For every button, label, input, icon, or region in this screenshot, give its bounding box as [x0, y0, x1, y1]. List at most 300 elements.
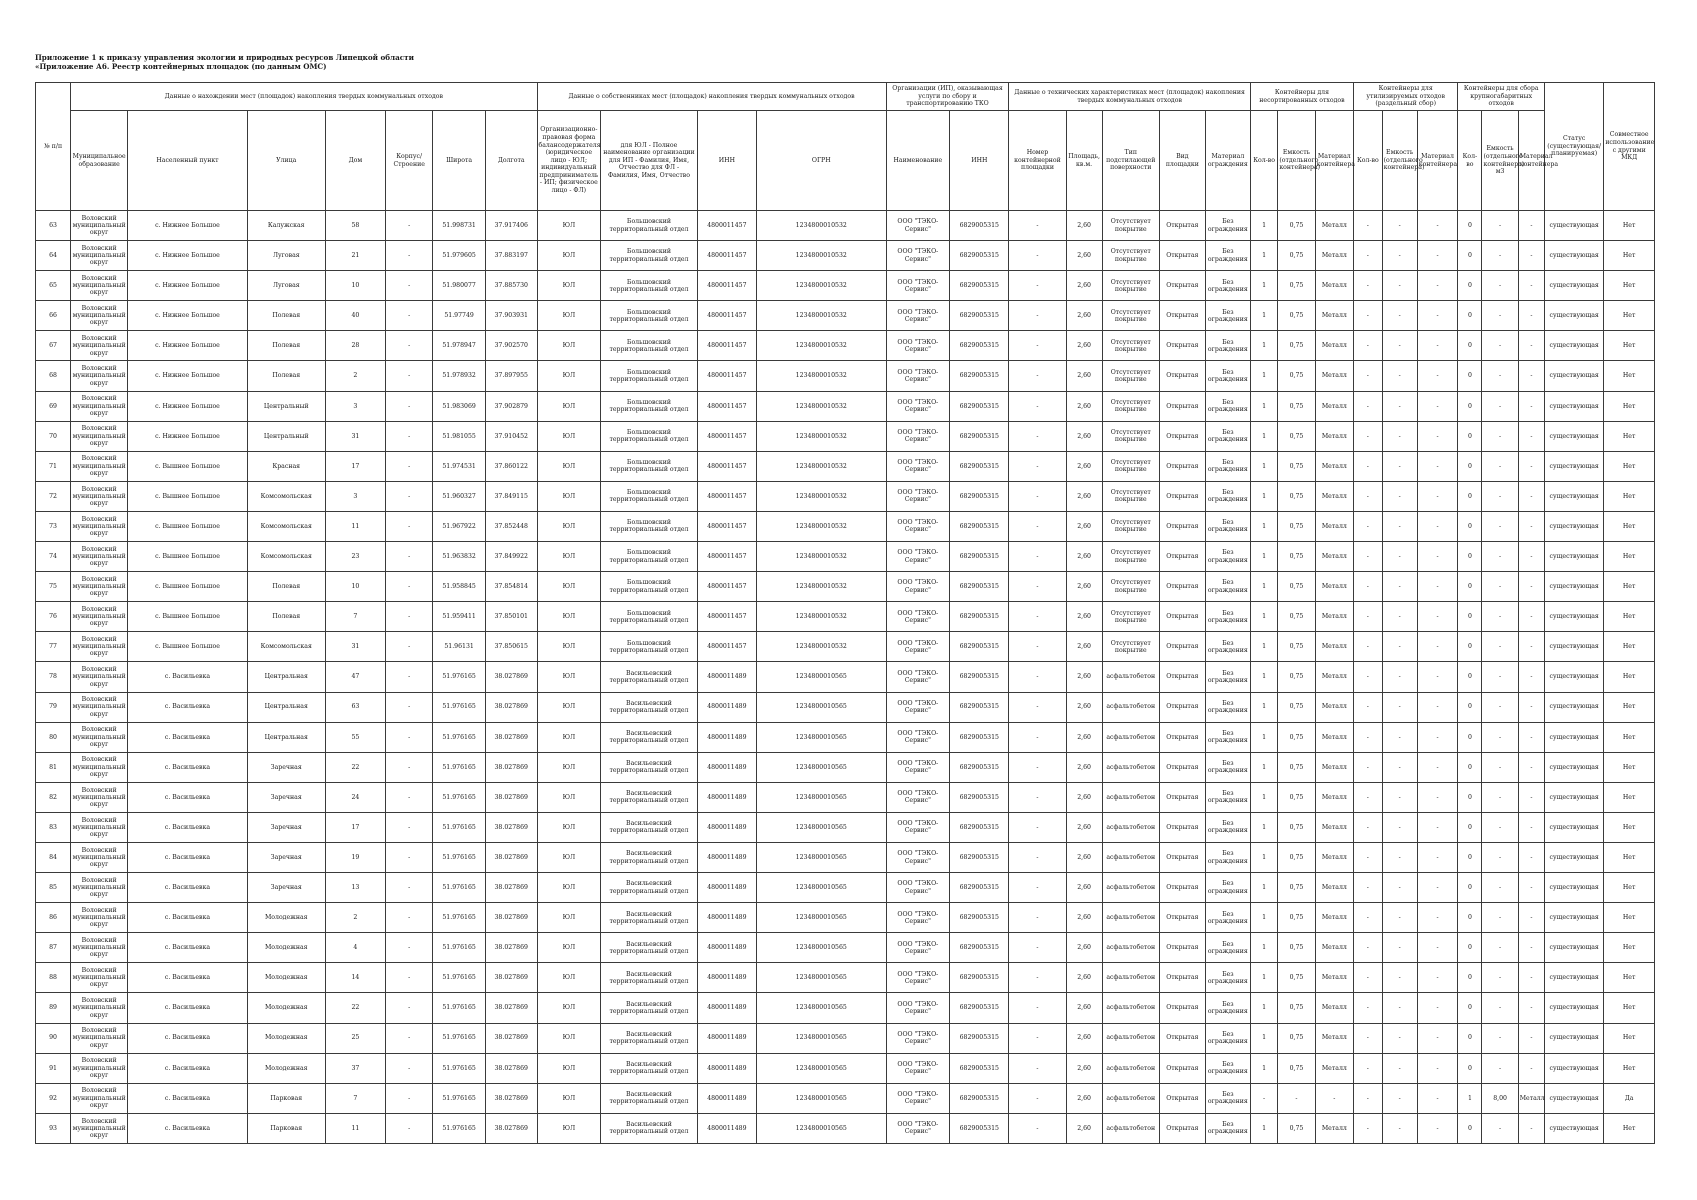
table-cell: - [386, 1083, 433, 1113]
table-cell: - [386, 662, 433, 692]
table-cell: - [1354, 421, 1383, 451]
table-cell: Отсутствует покрытие [1102, 361, 1159, 391]
table-row [36, 331, 1655, 361]
table-cell: существующая [1545, 211, 1604, 241]
table-cell: 51.976165 [433, 1113, 486, 1143]
table-cell: асфальтобетон [1102, 842, 1159, 872]
table-cell: Воловский муниципальный округ [71, 752, 128, 782]
table-cell: - [1382, 963, 1417, 993]
table-cell: Нет [1604, 572, 1655, 602]
table-cell: 1 [1250, 572, 1277, 602]
table-cell: 51.974531 [433, 451, 486, 481]
table-cell: ЮЛ [537, 361, 601, 391]
table-cell: Нет [1604, 391, 1655, 421]
table-cell: - [1009, 933, 1066, 963]
table-cell: асфальтобетон [1102, 993, 1159, 1023]
table-row [36, 451, 1655, 481]
table-cell: 1234800010532 [757, 481, 887, 511]
table-cell: Большовский территориальный отдел [601, 451, 698, 481]
table-cell: 2,60 [1066, 511, 1102, 541]
table-cell: 0 [1458, 963, 1482, 993]
table-cell: Нет [1604, 963, 1655, 993]
table-cell: Открытая [1159, 481, 1205, 511]
table-cell: - [1518, 782, 1544, 812]
table-cell: с. Васильевка [128, 692, 248, 722]
table-cell: 51.978932 [433, 361, 486, 391]
table-cell: - [386, 1053, 433, 1083]
table-cell: 0 [1458, 722, 1482, 752]
table-cell: 51.976165 [433, 1083, 486, 1113]
table-cell: Васильевский территориальный отдел [601, 842, 698, 872]
table-cell: 83 [36, 812, 71, 842]
table-cell: 1 [1250, 1023, 1277, 1053]
table-cell: 1234800010532 [757, 241, 887, 271]
table-cell: Васильевский территориальный отдел [601, 903, 698, 933]
table-cell: 0 [1458, 993, 1482, 1023]
table-cell: 6829005315 [950, 301, 1009, 331]
table-cell: 2,60 [1066, 211, 1102, 241]
table-cell: 1 [1250, 963, 1277, 993]
table-cell: Металл [1315, 1023, 1353, 1053]
table-cell: ООО "ТЭКО-Сервис" [886, 903, 950, 933]
table-cell: 0,75 [1278, 752, 1315, 782]
table-cell: Молодежная [247, 1053, 325, 1083]
table-cell: 1234800010565 [757, 782, 887, 812]
table-cell: 1234800010532 [757, 361, 887, 391]
table-cell: 4800011489 [697, 692, 756, 722]
table-cell: ЮЛ [537, 511, 601, 541]
table-cell: 2,60 [1066, 782, 1102, 812]
table-cell: 4800011457 [697, 241, 756, 271]
table-cell: ЮЛ [537, 331, 601, 361]
table-cell: 1 [1250, 301, 1277, 331]
table-cell: 4800011457 [697, 361, 756, 391]
table-cell: Металл [1315, 241, 1353, 271]
table-cell: ЮЛ [537, 211, 601, 241]
table-cell: Нет [1604, 812, 1655, 842]
table-cell: Без ограждения [1205, 692, 1250, 722]
table-cell: с. Вышнее Большое [128, 511, 248, 541]
table-cell: - [1009, 481, 1066, 511]
table-cell: - [1354, 1113, 1383, 1143]
table-cell: - [1417, 993, 1458, 1023]
table-cell: 0,75 [1278, 722, 1315, 752]
table-cell: Без ограждения [1205, 873, 1250, 903]
table-cell: 6829005315 [950, 1083, 1009, 1113]
table-cell: 75 [36, 572, 71, 602]
table-cell: Воловский муниципальный округ [71, 451, 128, 481]
table-cell: Открытая [1159, 632, 1205, 662]
table-cell: с. Вышнее Большое [128, 481, 248, 511]
table-cell: - [1382, 391, 1417, 421]
table-cell: 1234800010565 [757, 903, 887, 933]
table-cell: 6829005315 [950, 602, 1009, 632]
table-cell: Открытая [1159, 752, 1205, 782]
table-cell: 6829005315 [950, 782, 1009, 812]
table-cell: ООО "ТЭКО-Сервис" [886, 481, 950, 511]
header-col: Емкость (отдельного контейнера) [1382, 111, 1417, 211]
table-cell: 1 [1250, 722, 1277, 752]
table-cell: Металл [1315, 873, 1353, 903]
table-cell: - [1009, 1053, 1066, 1083]
table-cell: - [1009, 963, 1066, 993]
table-cell: 1 [1250, 812, 1277, 842]
table-cell: Воловский муниципальный округ [71, 211, 128, 241]
table-cell: 0,75 [1278, 812, 1315, 842]
table-cell: ЮЛ [537, 662, 601, 692]
table-cell: - [1009, 692, 1066, 722]
table-cell: - [1518, 301, 1544, 331]
table-cell: 67 [36, 331, 71, 361]
table-cell: 88 [36, 963, 71, 993]
header-col: Материал контейнера [1417, 111, 1458, 211]
table-cell: 51.976165 [433, 842, 486, 872]
table-cell: 51.976165 [433, 873, 486, 903]
table-cell: Отсутствует покрытие [1102, 211, 1159, 241]
table-cell: Без ограждения [1205, 662, 1250, 692]
table-cell: 2,60 [1066, 993, 1102, 1023]
table-cell: - [1278, 1083, 1315, 1113]
table-cell: ООО "ТЭКО-Сервис" [886, 1023, 950, 1053]
table-cell: - [1354, 481, 1383, 511]
header-col: Населенный пункт [128, 111, 248, 211]
table-cell: - [1482, 632, 1518, 662]
table-cell: - [1382, 361, 1417, 391]
table-cell: 1 [1250, 451, 1277, 481]
table-cell: Открытая [1159, 421, 1205, 451]
table-cell: Заречная [247, 782, 325, 812]
table-cell: Воловский муниципальный округ [71, 632, 128, 662]
table-row [36, 361, 1655, 391]
table-cell: 68 [36, 361, 71, 391]
header-group-bulky: Контейнеры для сбора крупногабаритных отходов [1458, 83, 1545, 111]
table-cell: с. Вышнее Большое [128, 451, 248, 481]
table-cell: Нет [1604, 211, 1655, 241]
table-cell: 10 [325, 271, 385, 301]
table-cell: 69 [36, 391, 71, 421]
table-cell: 2 [325, 903, 385, 933]
table-cell: Без ограждения [1205, 572, 1250, 602]
table-cell: существующая [1545, 752, 1604, 782]
table-cell: 58 [325, 211, 385, 241]
table-cell: 0 [1458, 1053, 1482, 1083]
header-num: № п/п [36, 83, 71, 211]
table-cell: существующая [1545, 993, 1604, 1023]
table-cell: Металл [1315, 421, 1353, 451]
table-cell: с. Васильевка [128, 782, 248, 812]
table-cell: 92 [36, 1083, 71, 1113]
table-cell: 0 [1458, 542, 1482, 572]
table-cell: 6829005315 [950, 963, 1009, 993]
table-cell: с. Нижнее Большое [128, 301, 248, 331]
table-cell: ЮЛ [537, 782, 601, 812]
table-cell: Без ограждения [1205, 903, 1250, 933]
table-cell: Нет [1604, 1113, 1655, 1143]
table-cell: с. Вышнее Большое [128, 542, 248, 572]
table-cell: - [386, 933, 433, 963]
table-cell: 0 [1458, 361, 1482, 391]
table-cell: 4800011489 [697, 782, 756, 812]
table-cell: 2,60 [1066, 301, 1102, 331]
table-cell: 51.976165 [433, 722, 486, 752]
table-cell: существующая [1545, 391, 1604, 421]
table-cell: - [1417, 632, 1458, 662]
table-row [36, 692, 1655, 722]
table-cell: ООО "ТЭКО-Сервис" [886, 752, 950, 782]
table-cell: - [1417, 1113, 1458, 1143]
table-row [36, 602, 1655, 632]
table-cell: Металл [1315, 481, 1353, 511]
table-cell: 6829005315 [950, 572, 1009, 602]
table-cell: асфальтобетон [1102, 722, 1159, 752]
table-cell: - [1417, 812, 1458, 842]
table-cell: - [1482, 963, 1518, 993]
table-cell: существующая [1545, 873, 1604, 903]
table-cell: - [1354, 211, 1383, 241]
table-cell: 4800011489 [697, 1113, 756, 1143]
table-cell: 38.027869 [485, 722, 537, 752]
table-cell: ЮЛ [537, 1023, 601, 1053]
header-group-operator: Организации (ИП), оказывающая услуги по сбору и транспортированию ТКО [886, 83, 1009, 111]
table-cell: Отсутствует покрытие [1102, 511, 1159, 541]
table-cell: 93 [36, 1113, 71, 1143]
table-cell: - [1009, 421, 1066, 451]
table-cell: Без ограждения [1205, 211, 1250, 241]
table-cell: 38.027869 [485, 963, 537, 993]
table-cell: 2,60 [1066, 1053, 1102, 1083]
table-cell: Нет [1604, 692, 1655, 722]
table-cell: 4800011457 [697, 602, 756, 632]
table-cell: 38.027869 [485, 903, 537, 933]
table-cell: 1 [1250, 782, 1277, 812]
table-cell: - [386, 993, 433, 1023]
table-cell: 7 [325, 602, 385, 632]
table-cell: - [1482, 722, 1518, 752]
table-cell: 0 [1458, 331, 1482, 361]
table-cell: - [386, 331, 433, 361]
table-cell: 0,75 [1278, 1053, 1315, 1083]
table-cell: - [1417, 722, 1458, 752]
table-cell: 1 [1250, 211, 1277, 241]
table-cell: 64 [36, 241, 71, 271]
table-cell: ООО "ТЭКО-Сервис" [886, 632, 950, 662]
table-cell: 1234800010532 [757, 572, 887, 602]
table-cell: Молодежная [247, 1023, 325, 1053]
table-row [36, 812, 1655, 842]
table-cell: 2,60 [1066, 842, 1102, 872]
table-row [36, 211, 1655, 241]
header-status: Статус (существующая/ планируемая) [1545, 83, 1604, 211]
table-cell: 0,75 [1278, 933, 1315, 963]
table-cell: 6829005315 [950, 993, 1009, 1023]
table-header [36, 83, 1655, 211]
table-cell: ООО "ТЭКО-Сервис" [886, 331, 950, 361]
table-cell: с. Васильевка [128, 1053, 248, 1083]
table-cell: Без ограждения [1205, 933, 1250, 963]
table-cell: Металл [1315, 511, 1353, 541]
table-cell: - [1354, 662, 1383, 692]
table-cell: 6829005315 [950, 842, 1009, 872]
table-cell: с. Васильевка [128, 903, 248, 933]
table-cell: 51.958845 [433, 572, 486, 602]
table-cell: 51.963832 [433, 542, 486, 572]
header-col: Материал ограждения [1205, 111, 1250, 211]
table-cell: 81 [36, 752, 71, 782]
table-cell: - [1009, 301, 1066, 331]
table-row [36, 722, 1655, 752]
table-cell: ЮЛ [537, 1113, 601, 1143]
table-cell: 1234800010532 [757, 211, 887, 241]
table-cell: Центральная [247, 662, 325, 692]
table-cell: 37.902570 [485, 331, 537, 361]
table-cell: Отсутствует покрытие [1102, 602, 1159, 632]
table-cell: - [1518, 752, 1544, 782]
table-cell: Полевая [247, 572, 325, 602]
table-cell: 1 [1250, 421, 1277, 451]
table-cell: - [386, 963, 433, 993]
table-cell: - [1482, 842, 1518, 872]
table-cell: - [386, 301, 433, 331]
table-cell: Открытая [1159, 933, 1205, 963]
table-cell: - [1417, 782, 1458, 812]
table-cell: - [1009, 993, 1066, 1023]
table-cell: - [1354, 933, 1383, 963]
table-cell: Открытая [1159, 271, 1205, 301]
table-cell: 51.979605 [433, 241, 486, 271]
table-cell: 71 [36, 451, 71, 481]
table-cell: Нет [1604, 873, 1655, 903]
table-cell: ООО "ТЭКО-Сервис" [886, 1053, 950, 1083]
table-cell: существующая [1545, 301, 1604, 331]
table-cell: 47 [325, 662, 385, 692]
table-cell: 6829005315 [950, 722, 1009, 752]
table-cell: 1 [1250, 241, 1277, 271]
table-cell: - [1482, 241, 1518, 271]
table-cell: 4800011489 [697, 752, 756, 782]
table-cell: 66 [36, 301, 71, 331]
table-cell: Воловский муниципальный округ [71, 481, 128, 511]
table-cell: Воловский муниципальный округ [71, 1083, 128, 1113]
table-cell: - [1417, 511, 1458, 541]
table-cell: Металл [1315, 812, 1353, 842]
table-cell: - [1382, 692, 1417, 722]
table-cell: 10 [325, 572, 385, 602]
table-cell: - [1518, 361, 1544, 391]
header-col: Емкость (отдельного контейнера) м3 [1482, 111, 1518, 211]
table-cell: - [1009, 662, 1066, 692]
table-cell: 4800011489 [697, 1053, 756, 1083]
table-cell: Васильевский территориальный отдел [601, 873, 698, 903]
table-cell: с. Васильевка [128, 963, 248, 993]
header-col: Корпус/Строение [386, 111, 433, 211]
table-cell: Васильевский территориальный отдел [601, 812, 698, 842]
table-cell: ЮЛ [537, 722, 601, 752]
table-cell: Металл [1315, 963, 1353, 993]
table-cell: Открытая [1159, 782, 1205, 812]
table-cell: - [1382, 1023, 1417, 1053]
table-cell: 0,75 [1278, 662, 1315, 692]
table-cell: Металл [1315, 692, 1353, 722]
table-cell: - [1009, 812, 1066, 842]
table-cell: асфальтобетон [1102, 692, 1159, 722]
table-cell: 0,75 [1278, 331, 1315, 361]
table-cell: 51.97749 [433, 301, 486, 331]
table-cell: Без ограждения [1205, 1023, 1250, 1053]
table-cell: 3 [325, 481, 385, 511]
table-cell: - [1009, 271, 1066, 301]
table-cell: 90 [36, 1023, 71, 1053]
table-cell: 13 [325, 873, 385, 903]
table-cell: Центральная [247, 692, 325, 722]
table-cell: с. Васильевка [128, 1113, 248, 1143]
table-cell: - [1009, 331, 1066, 361]
table-cell: существующая [1545, 511, 1604, 541]
table-cell: Открытая [1159, 1053, 1205, 1083]
table-cell: - [1250, 1083, 1277, 1113]
table-row [36, 572, 1655, 602]
table-cell: 1234800010532 [757, 511, 887, 541]
table-cell: - [1482, 271, 1518, 301]
table-cell: существующая [1545, 842, 1604, 872]
table-cell: - [1417, 481, 1458, 511]
table-cell: 37.902879 [485, 391, 537, 421]
table-cell: 1 [1250, 842, 1277, 872]
table-cell: Отсутствует покрытие [1102, 301, 1159, 331]
header-group-tech: Данные о технических характеристиках мест (площадок) накопления твердых коммунальных отходов [1009, 83, 1250, 111]
table-cell: 4800011457 [697, 331, 756, 361]
table-cell: Полевая [247, 331, 325, 361]
table-cell: ЮЛ [537, 933, 601, 963]
table-cell: 1234800010532 [757, 451, 887, 481]
table-cell: - [1354, 511, 1383, 541]
table-cell: - [1518, 722, 1544, 752]
table-cell: - [386, 752, 433, 782]
table-cell: Открытая [1159, 692, 1205, 722]
table-cell: - [1482, 873, 1518, 903]
table-cell: 14 [325, 963, 385, 993]
table-cell: 38.027869 [485, 662, 537, 692]
table-cell: 37.854814 [485, 572, 537, 602]
table-cell: Полевая [247, 301, 325, 331]
table-cell: 6829005315 [950, 271, 1009, 301]
table-cell: 31 [325, 632, 385, 662]
table-cell: 89 [36, 993, 71, 1023]
table-cell: 0,75 [1278, 211, 1315, 241]
table-cell: 1 [1250, 271, 1277, 301]
table-cell: Без ограждения [1205, 782, 1250, 812]
table-cell: - [1354, 752, 1383, 782]
table-cell: Воловский муниципальный округ [71, 271, 128, 301]
table-cell: 0 [1458, 211, 1482, 241]
table-cell: 19 [325, 842, 385, 872]
table-cell: - [1417, 301, 1458, 331]
caption-line-2: «Приложение А6. Реестр контейнерных площадок (по данным ОМС) [35, 62, 327, 71]
table-cell: существующая [1545, 451, 1604, 481]
table-cell: - [1417, 391, 1458, 421]
table-cell: Большовский территориальный отдел [601, 542, 698, 572]
table-cell: с. Нижнее Большое [128, 361, 248, 391]
table-cell: - [1482, 933, 1518, 963]
table-cell: 38.027869 [485, 993, 537, 1023]
table-cell: - [1518, 241, 1544, 271]
table-cell: 51.980077 [433, 271, 486, 301]
table-cell: асфальтобетон [1102, 1053, 1159, 1083]
table-cell: - [1354, 301, 1383, 331]
table-cell: Молодежная [247, 933, 325, 963]
table-cell: 51.976165 [433, 993, 486, 1023]
table-cell: 37.885730 [485, 271, 537, 301]
table-cell: существующая [1545, 782, 1604, 812]
